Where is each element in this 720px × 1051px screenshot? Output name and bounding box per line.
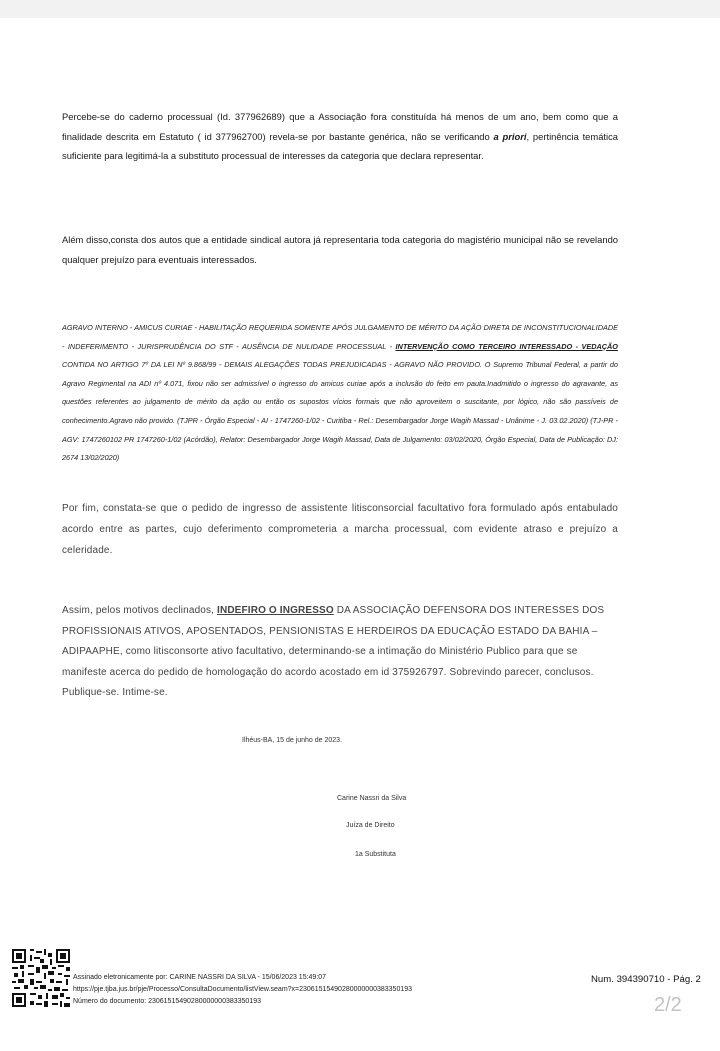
signer-name: Carine Nassri da Silva xyxy=(337,795,407,802)
emphasis-a-priori: a priori xyxy=(493,130,527,142)
paragraph-celerity: Por fim, constata-se que o pedido de ingresso de assistente litisconsorcial facultativo fora formulado após entabulado acordo entre as partes, cujo deferimento comprometeria a marcha processual, com evidente atraso e prejuízo a celeridade. xyxy=(62,503,618,556)
paragraph-representation: Além disso,consta dos autos que a entidade sindical autora já representaria toda categoria do magistério municipal não se revelando qualquer prejuízo para eventuais interessados. xyxy=(62,234,618,265)
paragraph-legitimacy: Percebe-se do caderno processual (Id. 377962689) que a Associação fora constituída há menos de um ano, bem como que a finalidade descrita em Estatuto ( id 377962700) revela-se por bastante genérica, não se verificando a priori, pertinência temática suficiente para legitimá-la a substituto processual de interesses da categoria que declara representar. xyxy=(62,111,619,161)
place-date: Ilhéus-BA, 15 de junho de 2023. xyxy=(242,737,343,744)
page-count: 2/2 xyxy=(654,994,682,1016)
footer-doc-number: Número do documento: 23061515490280000000383350193 xyxy=(73,998,261,1005)
paragraph-decision: Assim, pelos motivos declinados, INDEFIRO O INGRESSO DA ASSOCIAÇÃO DEFENSORA DOS INTERESSES DOS PROFISSIONAIS ATIVOS, APOSENTADOS, PENSIONISTAS E HERDEIROS DA EDUCAÇÃO ESTADO DA BAHIA – ADIPAAPHE, como litisconsorte ativo facultativo, determinando-se a intimação do Ministério Publico para que se manifeste acerca do pedido de homologação do acordo acostado em id 375926797. Sobrevindo parecer, conclusos. Publique-se. Intime-se. xyxy=(62,605,605,698)
qr-code-icon xyxy=(12,949,70,1007)
citation-underlined: INTERVENÇÃO COMO TERCEIRO INTERESSADO - VEDAÇÃO xyxy=(395,341,618,351)
footer-url[interactable]: https://pje.tjba.jus.br/pje/Processo/ConsultaDocumento/listView.seam?x=23061515490280000000383350193 xyxy=(73,986,413,993)
decision-underlined: INDEFIRO O INGRESSO xyxy=(217,605,334,616)
jurisprudence-citation: AGRAVO INTERNO - AMICUS CURIAE - HABILITAÇÃO REQUERIDA SOMENTE APÓS JULGAMENTO DE MÉRITO DA AÇÃO DIRETA DE INCONSTITUCIONALIDADE - INDEFERIMENTO - JURISPRUDÊNCIA DO STF - AUSÊNCIA DE NULIDADE PROCESSUAL - INTERVENÇÃO COMO TERCEIRO INTERESSADO - VEDAÇÃO CONTIDA NO ARTIGO 7º DA LEI Nº 9.868/99 - DEMAIS ALEGAÇÕES TODAS PREJUDICADAS - AGRAVO NÃO PROVIDO. O Supremo Tribunal Federal, a partir do Agravo Regimental na ADI nº 4.071, fixou não ser admissível o ingresso do amicus curiae após a inclusão do feito em pauta.Inadmitido o ingresso do agravante, as questões referentes ao julgamento de mérito da ação ou então os supostos vícios formais que não aproveitem o suscitante, por lógico, não são passíveis de conhecimento.Agravo não provido. (TJPR - Órgão Especial - AI - 1747260-1/02 - Curitiba - Rel.: Desembargador Jorge Wagih Massad - Unânime - J. 03.02.2020) (TJ-PR - AGV: 1747260102 PR 1747260-1/02 (Acórdão), Relator: Desembargador Jorge Wagih Massad, Data de Julgamento: 03/02/2020, Órgão Especial, Data de Publicação: DJ: 2674 13/02/2020) xyxy=(62,323,618,463)
signer-role: 1a Substituta xyxy=(355,851,396,858)
num-page: Num. 394390710 - Pág. 2 xyxy=(591,974,701,985)
footer-signed-by: Assinado eletronicamente por: CARINE NASSRI DA SILVA - 15/06/2023 15:49:07 xyxy=(73,974,327,981)
signer-title: Juíza de Direito xyxy=(346,822,395,829)
